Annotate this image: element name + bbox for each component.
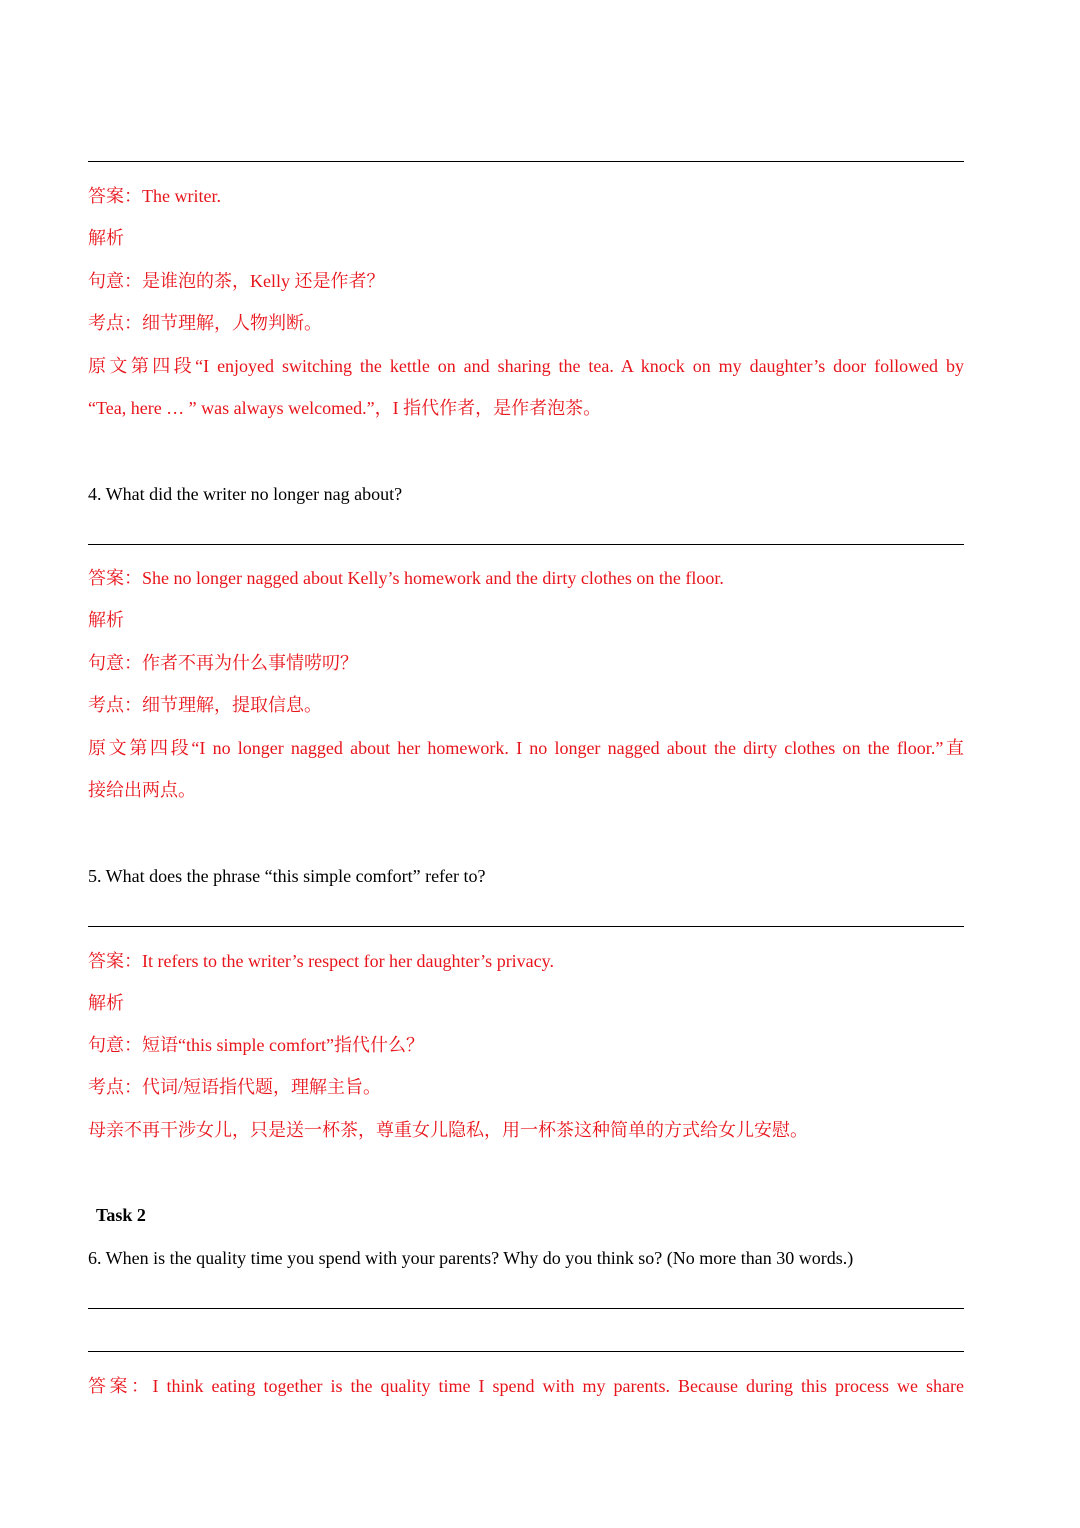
q5-analysis-label: 解析	[88, 993, 124, 1013]
q4-evidence-line-2: 接给出两点。	[88, 780, 196, 800]
q5-sentence-meaning: 句意：短语“this simple comfort”指代什么？	[88, 1035, 424, 1055]
q6-answer-line-1: 答案：I think eating together is the quality time I spend with my parents. Because during this process we share	[88, 1376, 964, 1396]
q4-evidence-line-1: 原文第四段“I no longer nagged about her homework. I no longer nagged about the dirty clothes on the floor.”直	[88, 738, 964, 758]
q3-answer: 答案：The writer.	[88, 186, 221, 206]
q3-evidence-line-1: 原文第四段“I enjoyed switching the kettle on and sharing the tea. A knock on my daughter’s door followed by	[88, 356, 964, 376]
answer-line-q4	[88, 544, 964, 545]
q5-answer: 答案：It refers to the writer’s respect for her daughter’s privacy.	[88, 951, 554, 971]
answer-line-q6-1	[88, 1308, 964, 1309]
task2-heading: Task 2	[96, 1205, 146, 1225]
q5-question: 5. What does the phrase “this simple comfort” refer to?	[88, 866, 486, 886]
q6-question: 6. When is the quality time you spend with your parents? Why do you think so? (No more than 30 words.)	[88, 1248, 854, 1268]
q3-test-point: 考点：细节理解，人物判断。	[88, 313, 322, 333]
q3-analysis-label: 解析	[88, 228, 124, 248]
q4-test-point: 考点：细节理解，提取信息。	[88, 695, 322, 715]
answer-line-q5	[88, 926, 964, 927]
q4-answer: 答案：She no longer nagged about Kelly’s homework and the dirty clothes on the floor.	[88, 568, 724, 588]
q3-evidence-line-2: “Tea, here … ” was always welcomed.”，I 指代作者，是作者泡茶。	[88, 398, 602, 418]
q5-test-point: 考点：代词/短语指代题，理解主旨。	[88, 1077, 381, 1097]
q4-sentence-meaning: 句意：作者不再为什么事情唠叨？	[88, 653, 358, 673]
answer-line-q6-2	[88, 1351, 964, 1352]
q4-analysis-label: 解析	[88, 610, 124, 630]
q4-question: 4. What did the writer no longer nag about?	[88, 484, 403, 504]
q5-explanation: 母亲不再干涉女儿，只是送一杯茶，尊重女儿隐私，用一杯茶这种简单的方式给女儿安慰。	[88, 1120, 808, 1140]
q3-sentence-meaning: 句意：是谁泡的茶，Kelly 还是作者？	[88, 271, 385, 291]
answer-line-q3	[88, 161, 964, 162]
